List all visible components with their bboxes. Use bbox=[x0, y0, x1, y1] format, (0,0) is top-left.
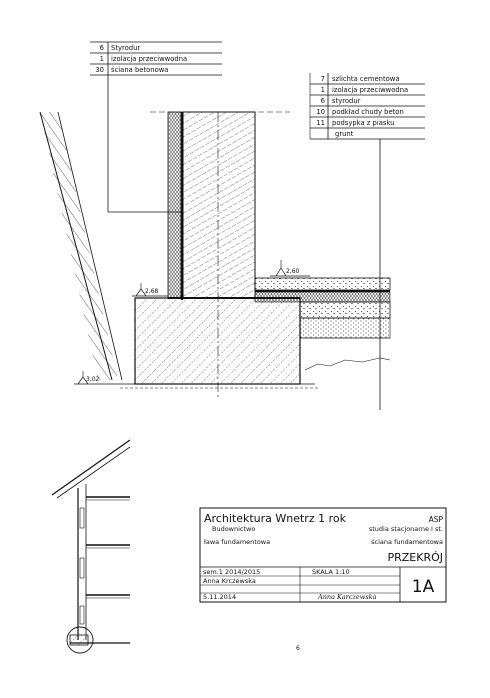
title-block-semester: sem.1 2014/2015 bbox=[203, 568, 261, 576]
floor-layer-thickness: 11 bbox=[316, 119, 325, 127]
level-footing-top-value: 2,68 bbox=[145, 288, 159, 295]
floor-layer-name: izolacja przeciwwodna bbox=[332, 86, 409, 94]
floor-layer-thickness: 7 bbox=[320, 75, 325, 83]
wall-layer-thickness: 1 bbox=[99, 55, 104, 63]
floor-layers-legend bbox=[310, 73, 425, 410]
title-block-sheet-number: 1A bbox=[411, 577, 435, 597]
wall-layer-name: izolacja przeciwwodna bbox=[111, 55, 188, 63]
floor-layer-name: podsypka z piasku bbox=[332, 119, 395, 127]
floor-layer-name: podkład chudy beton bbox=[332, 108, 404, 116]
title-block-element-left: ława fundamentowa bbox=[204, 538, 271, 546]
title-block-element-right: ściana fundamentowa bbox=[371, 538, 443, 546]
title-block-date: 5.11.2014 bbox=[203, 593, 237, 601]
title-block-subject: Budownictwo bbox=[212, 525, 256, 533]
floor-layer-name: grunt bbox=[335, 130, 354, 138]
wall-layer-name: ściana betonowa bbox=[111, 66, 169, 74]
building-key-section bbox=[52, 440, 130, 653]
floor-layer-name: styrodur bbox=[332, 97, 361, 105]
title-block-drawing-type: PRZEKRÓJ bbox=[387, 551, 443, 564]
level-mark-floor bbox=[270, 260, 310, 276]
page-mark: 6 bbox=[296, 645, 300, 652]
wall-layer-name: Styrodur bbox=[111, 44, 141, 52]
title-block-scale: SKALA 1:10 bbox=[312, 568, 350, 576]
foundation-footing bbox=[120, 298, 318, 388]
floor-layer-name: szlichta cementowa bbox=[332, 75, 400, 83]
title-block-title: Architektura Wnetrz 1 rok bbox=[204, 512, 346, 525]
wall-layer-thickness: 6 bbox=[99, 44, 104, 52]
level-mark-footing-top bbox=[132, 283, 168, 296]
title-block-study: studia stacjonarne I st. bbox=[368, 525, 443, 533]
floor-layer-thickness: 6 bbox=[320, 97, 325, 105]
title-block-signature: Anna Karczewska bbox=[318, 593, 377, 601]
title-block-author: Anna Krczewska bbox=[203, 577, 256, 585]
floor-layer-thickness: 10 bbox=[316, 108, 325, 116]
title-block bbox=[200, 508, 446, 602]
level-floor-value: 2,60 bbox=[286, 268, 300, 275]
wall-layer-thickness: 30 bbox=[95, 66, 104, 74]
level-footing-bottom-value: 3,02 bbox=[86, 376, 100, 383]
excavation-slope bbox=[40, 112, 122, 380]
title-block-school: ASP bbox=[428, 515, 443, 524]
floor-layer-thickness: 1 bbox=[320, 86, 325, 94]
